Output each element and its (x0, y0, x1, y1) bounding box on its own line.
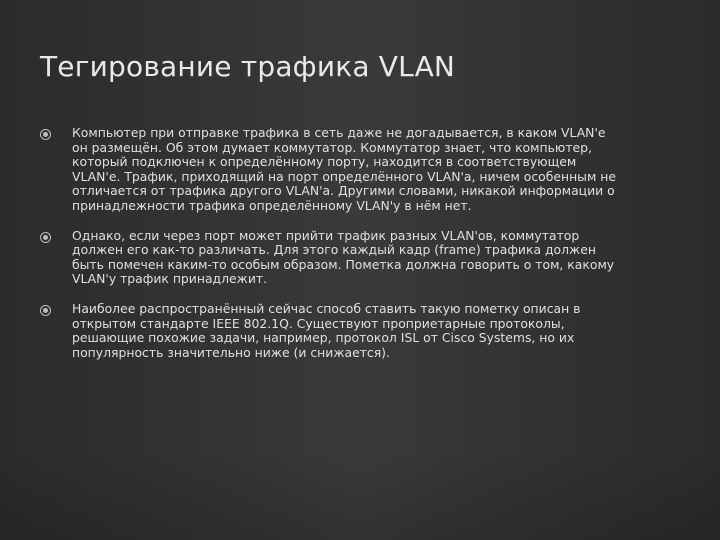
circle-bullet-icon (40, 129, 51, 140)
slide-title: Тегирование трафика VLAN (40, 50, 456, 83)
bullet-text: Однако, если через порт может прийти трафик разных VLAN'ов, коммутатор должен его как-то различать. Для этого каждый кадр (frame) трафика должен быть помечен каким-то особым образом. Пометка должна говорить о том, какому VLAN'у трафик принадлежит. (72, 227, 615, 287)
bullet-list (40, 126, 620, 375)
circle-bullet-icon (40, 232, 51, 243)
bullet-text: Наиболее распространённый сейчас способ ставить такую пометку описан в открытом стандарте IEEE 802.1Q. Существуют проприетарные протоколы, решающие похожие задачи, например, протокол ISL от Cisco Systems, но их популярность значительно ниже (и снижается). (72, 300, 581, 360)
bullet-item (40, 302, 620, 360)
bullet-text: Компьютер при отправке трафика в сеть даже не догадывается, в каком VLAN'е он размещён. Об этом думает коммутатор. Коммутатор знает, что компьютер, который подключен к определённому порту, находится в соответствующем VLAN'е. Трафик, приходящий на порт определённого VLAN'а, ничем особенным не отличается от трафика другого VLAN'а. Другими словами, никакой информации о принадлежности трафика определённому VLAN'у в нём нет. (72, 125, 616, 213)
bullet-item (40, 229, 620, 287)
circle-bullet-icon (40, 305, 51, 316)
bullet-item (40, 126, 620, 214)
